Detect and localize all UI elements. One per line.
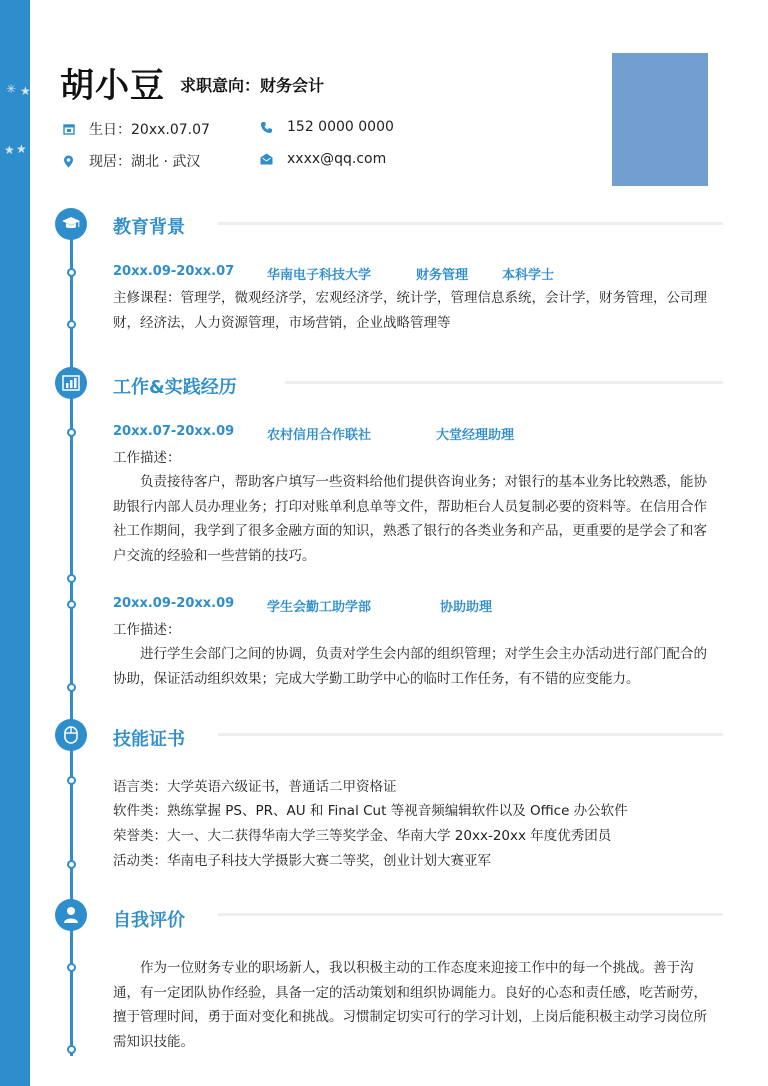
self-section-icon [55, 899, 87, 931]
location-info [62, 151, 200, 171]
timeline-dot [67, 1045, 76, 1054]
job-intent: 求职意向：财务会计 [180, 76, 325, 95]
timeline-dot [67, 320, 76, 329]
timeline-dot [67, 268, 76, 277]
timeline-dot [67, 860, 76, 869]
section-divider [218, 913, 723, 916]
star-icon: ✳ [6, 82, 17, 96]
star-icon: ★ [4, 143, 15, 157]
self-title: 自我评价 [113, 910, 185, 931]
timeline-dot [67, 600, 76, 609]
left-accent-bar [0, 0, 30, 1086]
timeline-dot [67, 574, 76, 583]
phone-info [260, 119, 394, 135]
candidate-name: 胡小豆 [60, 66, 165, 106]
section-divider [285, 381, 723, 384]
job-2-desc-label: 工作描述： [113, 622, 181, 638]
phone-icon [260, 121, 273, 134]
job-2-org: 学生会勤工助学部 [267, 600, 372, 615]
job-2-role: 协助助理 [440, 600, 493, 615]
timeline-line [70, 228, 73, 1056]
location-text: 现居：湖北 · 武汉 [89, 154, 201, 170]
skills-title: 技能证书 [113, 729, 185, 750]
education-school: 华南电子科技大学 [267, 268, 372, 283]
skill-item: 荣誉类：大一、大二获得华南大学三等奖学金、华南大学 20xx-20xx 年度优秀团员 [113, 828, 612, 844]
education-title: 教育背景 [113, 217, 185, 238]
star-icon: ★ [16, 142, 27, 156]
birthday-info [62, 119, 210, 139]
job-2-desc: 进行学生会部门之间的协调，负责对学生会内部的组织管理；对学生会主办活动进行部门配合的协助，保证活动组织效果；完成大学勤工助学中心的临时工作任务，有不错的应变能力。 [113, 646, 707, 687]
section-divider [218, 222, 723, 225]
work-section-icon [55, 367, 87, 399]
job-2-date: 20xx.09-20xx.09 [113, 596, 235, 611]
education-degree: 本科学士 [502, 268, 555, 283]
job-1-org: 农村信用合作联社 [267, 428, 372, 443]
person-icon [63, 906, 79, 924]
phone-text: 152 0000 0000 [287, 119, 394, 135]
timeline-dot [67, 428, 76, 437]
job-1-role: 大堂经理助理 [436, 428, 515, 443]
birthday-text: 生日：20xx.07.07 [89, 122, 210, 138]
education-courses: 主修课程：管理学，微观经济学，宏观经济学，统计学，管理信息系统，会计学，财务管理，公司理财，经济法，人力资源管理，市场营销，企业战略管理等 [113, 290, 707, 331]
job-1-desc: 负责接待客户，帮助客户填写一些资料给他们提供咨询业务；对银行的基本业务比较熟悉，能协助银行内部人员办理业务；打印对账单利息单等文件，帮助柜台人员复制必要的资料等。在信用合作社工作期间，我学到了很多金融方面的知识，熟悉了银行的各类业务和产品，更重要的是学会了和客户交流的经验和一些营销的技巧。 [113, 474, 707, 564]
timeline-dot [67, 776, 76, 785]
email-info [260, 151, 386, 167]
skill-item: 软件类：熟练掌握 PS、PR、AU 和 Final Cut 等视音频编辑软件以及 Office 办公软件 [113, 803, 628, 819]
email-text: xxxx@qq.com [287, 151, 387, 167]
bar-chart-icon [62, 375, 80, 391]
skill-item: 活动类：华南电子科技大学摄影大赛二等奖，创业计划大赛亚军 [113, 853, 491, 869]
section-divider [218, 733, 723, 736]
skill-item: 语言类：大学英语六级证书，普通话二甲资格证 [113, 779, 397, 795]
education-section-icon [55, 208, 87, 240]
work-title: 工作&实践经历 [113, 377, 237, 398]
location-pin-icon [62, 155, 75, 168]
calendar-icon [62, 123, 75, 136]
job-1-date: 20xx.07-20xx.09 [113, 424, 235, 439]
education-date: 20xx.09-20xx.07 [113, 264, 235, 279]
timeline-dot [67, 963, 76, 972]
graduation-cap-icon [61, 216, 81, 232]
star-icon: ★ [20, 84, 31, 98]
mouse-icon [64, 726, 78, 744]
education-major: 财务管理 [416, 268, 469, 283]
skills-section-icon [55, 719, 87, 751]
job-1-desc-label: 工作描述： [113, 450, 181, 466]
email-icon [260, 153, 273, 166]
self-evaluation-text: 作为一位财务专业的职场新人，我以积极主动的工作态度来迎接工作中的每一个挑战。善于沟通，有一定团队协作经验，具备一定的活动策划和组织协调能力。良好的心态和责任感，吃苦耐劳，擅于管理时间，勇于面对变化和挑战。习惯制定切实可行的学习计划，上岗后能积极主动学习岗位所需知识技能。 [113, 960, 707, 1050]
timeline-dot [67, 683, 76, 692]
profile-photo-placeholder [612, 53, 708, 186]
